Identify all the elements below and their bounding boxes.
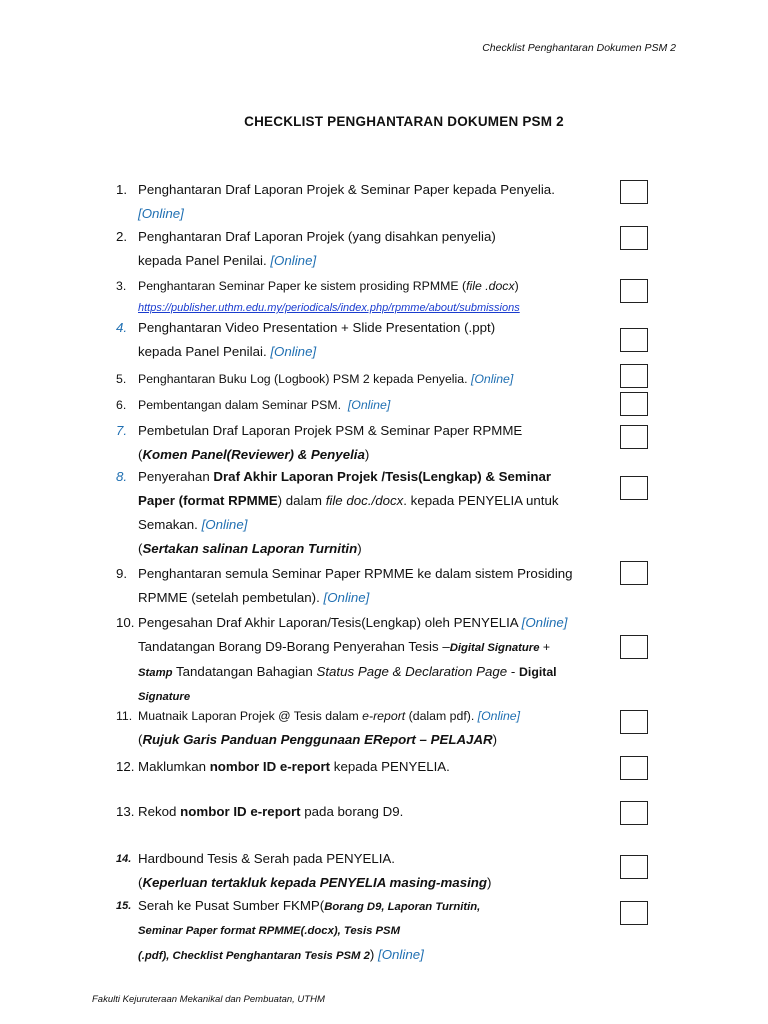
item-text: Penghantaran Draf Laporan Projek (yang disahkan penyelia) (138, 229, 496, 244)
checkbox-15[interactable] (620, 901, 648, 925)
item-text: Penghantaran semula Seminar Paper RPMME ke dalam sistem Prosiding (138, 566, 573, 581)
item-number: 1. (116, 182, 128, 197)
item-number: 15. (116, 900, 132, 912)
page-header: Checklist Penghantaran Dokumen PSM 2 (482, 42, 676, 54)
online-tag: [Online] (270, 344, 317, 359)
item-number: 6. (116, 398, 127, 412)
checkbox-13[interactable] (620, 801, 648, 825)
item-text: Muatnaik Laporan Projek @ Tesis dalam e-report (dalam pdf). [Online] (138, 709, 521, 723)
checkbox-1[interactable] (620, 180, 648, 204)
item-text-line-4: (Sertakan salinan Laporan Turnitin) (138, 541, 362, 556)
checkbox-9[interactable] (620, 561, 648, 585)
online-tag: [Online] (138, 206, 184, 221)
item-text-line-3: Semakan. [Online] (138, 517, 248, 532)
online-tag: [Online] (270, 253, 317, 268)
checkbox-10[interactable] (620, 635, 648, 659)
checklist-item-13 (116, 800, 616, 824)
checklist-item-9 (116, 562, 616, 610)
item-text: Maklumkan nombor ID e-report kepada PENYELIA. (138, 759, 450, 774)
item-number: 11. (116, 709, 133, 723)
checklist-item-5 (116, 367, 616, 391)
checklist-item-1 (116, 178, 616, 226)
online-tag: [Online] (378, 947, 424, 962)
item-text-line-2: Tandatangan Borang D9-Borang Penyerahan Tesis –Digital Signature + (138, 639, 551, 654)
item-text-line-3: (.pdf), Checklist Penghantaran Tesis PSM 2) [Online] (138, 947, 424, 962)
checklist-item-10 (116, 611, 616, 709)
item-number: 12. (116, 759, 135, 774)
page-footer: Fakulti Kejuruteraan Mekanikal dan Pembuatan, UTHM (92, 994, 325, 1005)
item-text: Penyerahan Draf Akhir Laporan Projek /Tesis(Lengkap) & Seminar (138, 469, 552, 484)
checklist-item-2 (116, 225, 616, 273)
checkbox-14[interactable] (620, 855, 648, 879)
item-text-line-3: Stamp Tandatangan Bahagian Status Page & Declaration Page - Digital (138, 664, 557, 679)
checklist-item-6 (116, 393, 616, 417)
checklist-item-14 (116, 847, 616, 895)
checkbox-8[interactable] (620, 476, 648, 500)
checklist-item-11 (116, 704, 616, 752)
item-number: 9. (116, 566, 128, 581)
online-tag: [Online] (201, 517, 248, 532)
online-tag: [Online] (521, 615, 568, 630)
item-text: Pembetulan Draf Laporan Projek PSM & Seminar Paper RPMME (138, 423, 523, 438)
item-text: Penghantaran Buku Log (Logbook) PSM 2 kepada Penyelia. [Online] (138, 372, 514, 386)
checkbox-4[interactable] (620, 328, 648, 352)
item-text-line-2: (Komen Panel(Reviewer) & Penyelia) (138, 447, 370, 462)
item-text: Penghantaran Seminar Paper ke sistem prosiding RPMME (file .docx) (138, 279, 519, 293)
checkbox-12[interactable] (620, 756, 648, 780)
item-text-line-2: Paper (format RPMME) dalam file doc./docx. kepada PENYELIA untuk (138, 493, 559, 508)
item-text: Pembentangan dalam Seminar PSM. [Online] (138, 398, 391, 412)
item-number: 10. (116, 615, 135, 630)
checkbox-2[interactable] (620, 226, 648, 250)
item-number: 8. (116, 469, 128, 484)
item-text: Penghantaran Video Presentation + Slide Presentation (.ppt) (138, 320, 496, 335)
checklist-item-8 (116, 465, 616, 561)
item-text: Rekod nombor ID e-report pada borang D9. (138, 804, 404, 819)
item-number: 3. (116, 279, 127, 293)
online-tag: [Online] (323, 590, 370, 605)
online-tag: [Online] (477, 709, 521, 723)
online-tag: [Online] (470, 372, 514, 386)
checkbox-3[interactable] (620, 279, 648, 303)
checklist-item-15 (116, 894, 616, 968)
item-number: 14. (116, 853, 132, 865)
item-number: 7. (116, 423, 128, 438)
item-text: Serah ke Pusat Sumber FKMP(Borang D9, Laporan Turnitin, (138, 898, 481, 913)
item-text: Hardbound Tesis & Serah pada PENYELIA. (138, 851, 395, 866)
item-text-line-2: (Keperluan tertakluk kepada PENYELIA masing-masing) (138, 875, 492, 890)
item-text-line-2: kepada Panel Penilai. [Online] (138, 253, 317, 268)
item-text-line-2: RPMME (setelah pembetulan). [Online] (138, 590, 370, 605)
item-number: 13. (116, 804, 135, 819)
item-text-line-2: kepada Panel Penilai. [Online] (138, 344, 317, 359)
item-number: 5. (116, 372, 127, 386)
item-text-line-2: Seminar Paper format RPMME(.docx), Tesis PSM (138, 925, 400, 937)
item-text: Pengesahan Draf Akhir Laporan/Tesis(Lengkap) oleh PENYELIA [Online] (138, 615, 568, 630)
checkbox-11[interactable] (620, 710, 648, 734)
checkbox-6[interactable] (620, 392, 648, 416)
item-text-line-4: Signature (138, 691, 191, 703)
submission-link[interactable]: https://publisher.uthm.edu.my/periodicals/index.php/rpmme/about/submissions (138, 302, 520, 314)
checklist-item-3 (116, 274, 616, 317)
checklist-item-4 (116, 316, 616, 364)
item-text: Penghantaran Draf Laporan Projek & Seminar Paper kepada Penyelia. (138, 182, 555, 197)
item-number: 4. (116, 320, 128, 335)
checklist-item-12 (116, 755, 616, 779)
checkbox-7[interactable] (620, 425, 648, 449)
checklist-item-7 (116, 419, 616, 467)
item-text-line-2: (Rujuk Garis Panduan Penggunaan EReport – PELAJAR) (138, 732, 498, 747)
checkbox-5[interactable] (620, 364, 648, 388)
online-tag: [Online] (347, 398, 391, 412)
item-number: 2. (116, 229, 128, 244)
document-title: CHECKLIST PENGHANTARAN DOKUMEN PSM 2 (244, 114, 564, 129)
